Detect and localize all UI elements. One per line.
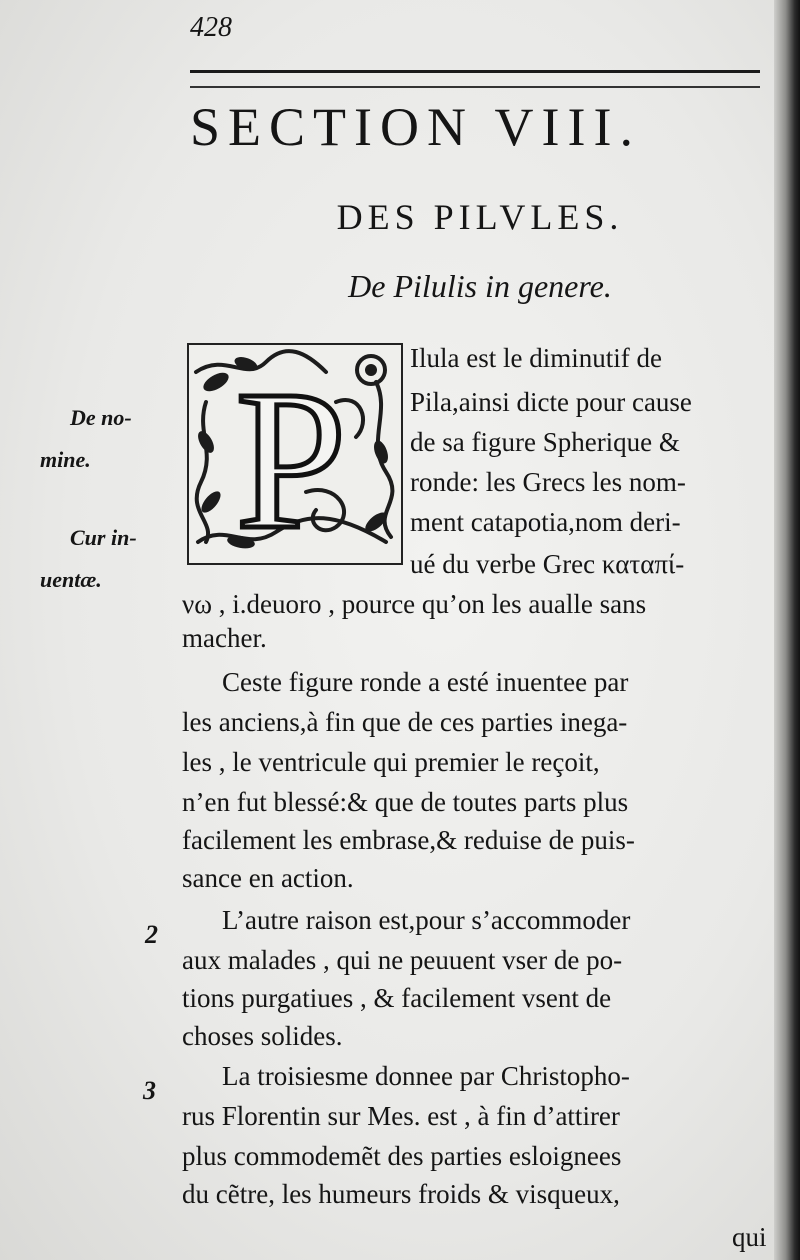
body-line: aux malades , qui ne peuuent vser de po- [182, 945, 623, 975]
body-line: ment catapotia,nom deri- [410, 507, 681, 537]
margin-note-cur-inuentae-2: uentæ. [40, 567, 102, 592]
body-line: du cẽtre, les humeurs froids & visqueux, [182, 1179, 620, 1209]
body-line: n’en fut blessé:& que de toutes parts plus [182, 787, 629, 817]
body-line: plus commodemẽt des parties esloignees [182, 1141, 622, 1171]
margin-number-3: 3 [143, 1076, 156, 1105]
body-line: Pila,ainsi dicte pour cause [410, 387, 692, 417]
body-line: ronde: les Grecs les nom- [410, 467, 686, 497]
decorated-initial [186, 342, 404, 566]
header-rule [190, 70, 760, 73]
body-line: de sa figure Spherique & [410, 427, 680, 457]
margin-number-2: 2 [145, 920, 158, 949]
margin-note-de-nomine-1: De no- [70, 405, 132, 430]
margin-note-de-nomine-2: mine. [40, 447, 91, 472]
section-title: SECTION VIII. [190, 97, 641, 157]
ornament-initial-graphic [186, 342, 404, 566]
body-line: choses solides. [182, 1021, 343, 1051]
catchword: qui [732, 1222, 767, 1252]
body-line: sance en action. [182, 863, 354, 893]
body-line: rus Florentin sur Mes. est , à fin d’attirer [182, 1101, 620, 1131]
chapter-subtitle: DES PILVLES. [336, 197, 624, 237]
header-rule-secondary [190, 86, 760, 88]
dropcap-letter: P [235, 350, 347, 566]
body-line: νω , i.deuoro , pource qu’on les aualle sans [182, 589, 647, 619]
body-line: les anciens,à fin que de ces parties inega- [182, 707, 628, 737]
body-line: facilement les embrase,& reduise de puis- [182, 825, 635, 855]
body-line: L’autre raison est,pour s’accommoder [222, 905, 631, 935]
body-line: ué du verbe Grec καταπί- [410, 549, 685, 579]
page-gutter [774, 0, 800, 1260]
body-line: macher. [182, 623, 267, 653]
body-line: Ilula est le diminutif de [410, 343, 662, 373]
body-line: les , le ventricule qui premier le reçoit, [182, 747, 600, 777]
body-line: Ceste figure ronde a esté inuentee par [222, 667, 629, 697]
body-line: La troisiesme donnee par Christopho- [222, 1061, 630, 1091]
body-line: tions purgatiues , & facilement vsent de [182, 983, 612, 1013]
page-number: 428 [190, 12, 232, 43]
latin-heading: De Pilulis in genere. [348, 268, 612, 304]
margin-note-cur-inuentae-1: Cur in- [70, 525, 137, 550]
